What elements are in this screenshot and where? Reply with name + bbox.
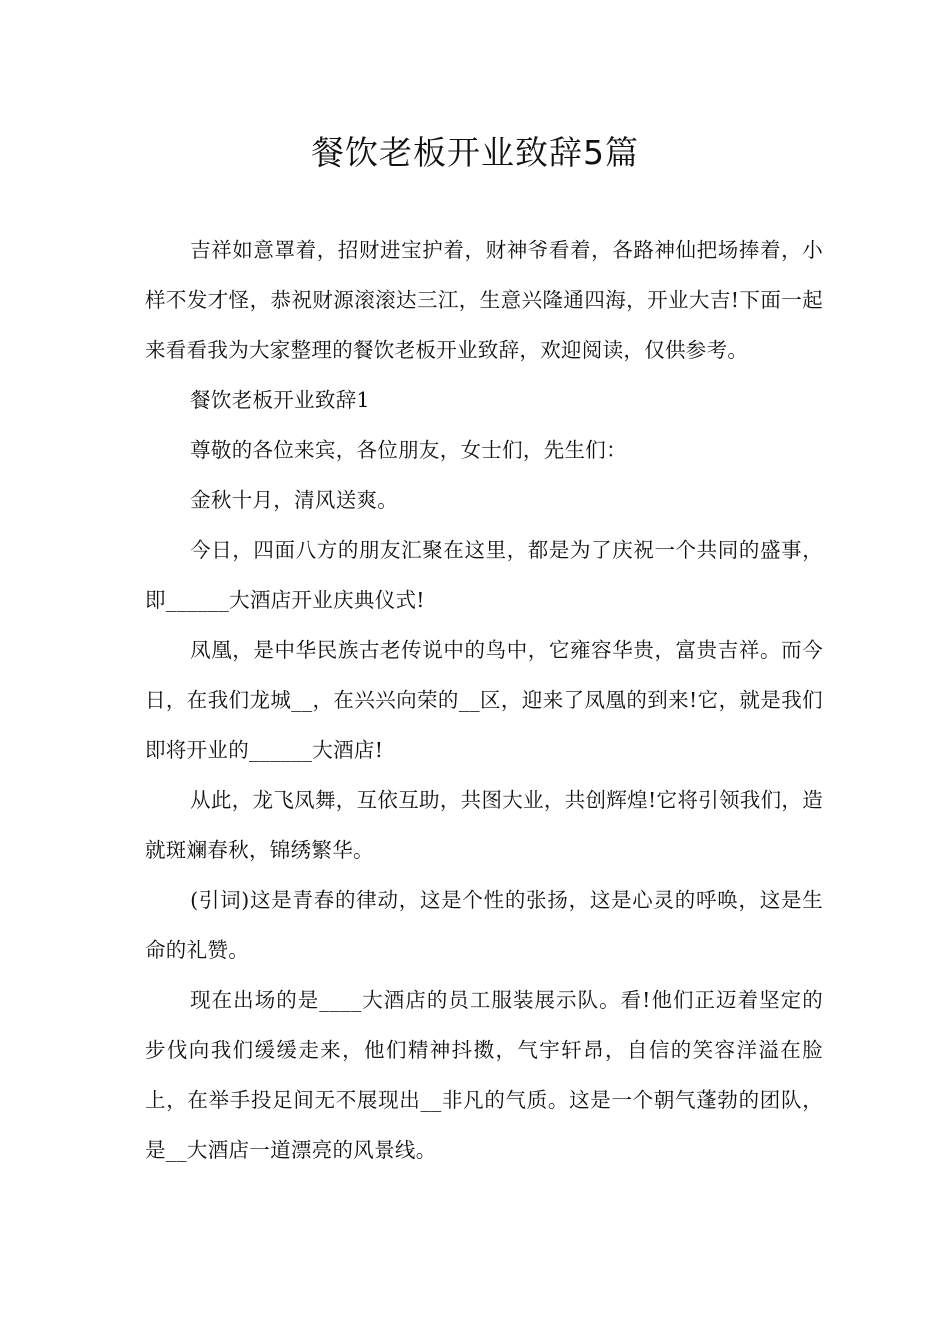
paragraph: 今日，四面八方的朋友汇聚在这里，都是为了庆祝一个共同的盛事，即______大酒店开业庆典仪式! [145,538,823,612]
paragraph: (引词)这是青春的律动，这是个性的张扬，这是心灵的呼唤，这是生命的礼赞。 [145,888,823,962]
document-body [145,225,823,1175]
paragraph: 从此，龙飞凤舞，互依互助，共图大业，共创辉煌!它将引领我们，造就斑斓春秋，锦绣繁华。 [145,788,823,862]
paragraph: 凤凰，是中华民族古老传说中的鸟中，它雍容华贵，富贵吉祥。而今日，在我们龙城__，在兴兴向荣的__区，迎来了凤凰的到来!它，就是我们即将开业的______大酒店! [145,638,823,762]
paragraph-intro: 吉祥如意罩着，招财进宝护着，财神爷看着，各路神仙把场捧着，小样不发才怪，恭祝财源滚滚达三江，生意兴隆通四海，开业大吉!下面一起来看看我为大家整理的餐饮老板开业致辞，欢迎阅读，仅供参考。 [145,238,823,362]
section-heading: 餐饮老板开业致辞1 [190,388,370,412]
document-title: 餐饮老板开业致辞5篇 [311,133,639,172]
paragraph: 现在出场的是____大酒店的员工服装展示队。看!他们正迈着坚定的步伐向我们缓缓走来，他们精神抖擞，气宇轩昂，自信的笑容洋溢在脸上，在举手投足间无不展现出__非凡的气质。这是一个朝气蓬勃的团队，是__大酒店一道漂亮的风景线。 [145,988,823,1162]
paragraph: 金秋十月，清风送爽。 [190,488,399,512]
paragraph-salutation: 尊敬的各位来宾，各位朋友，女士们，先生们： [190,438,627,462]
